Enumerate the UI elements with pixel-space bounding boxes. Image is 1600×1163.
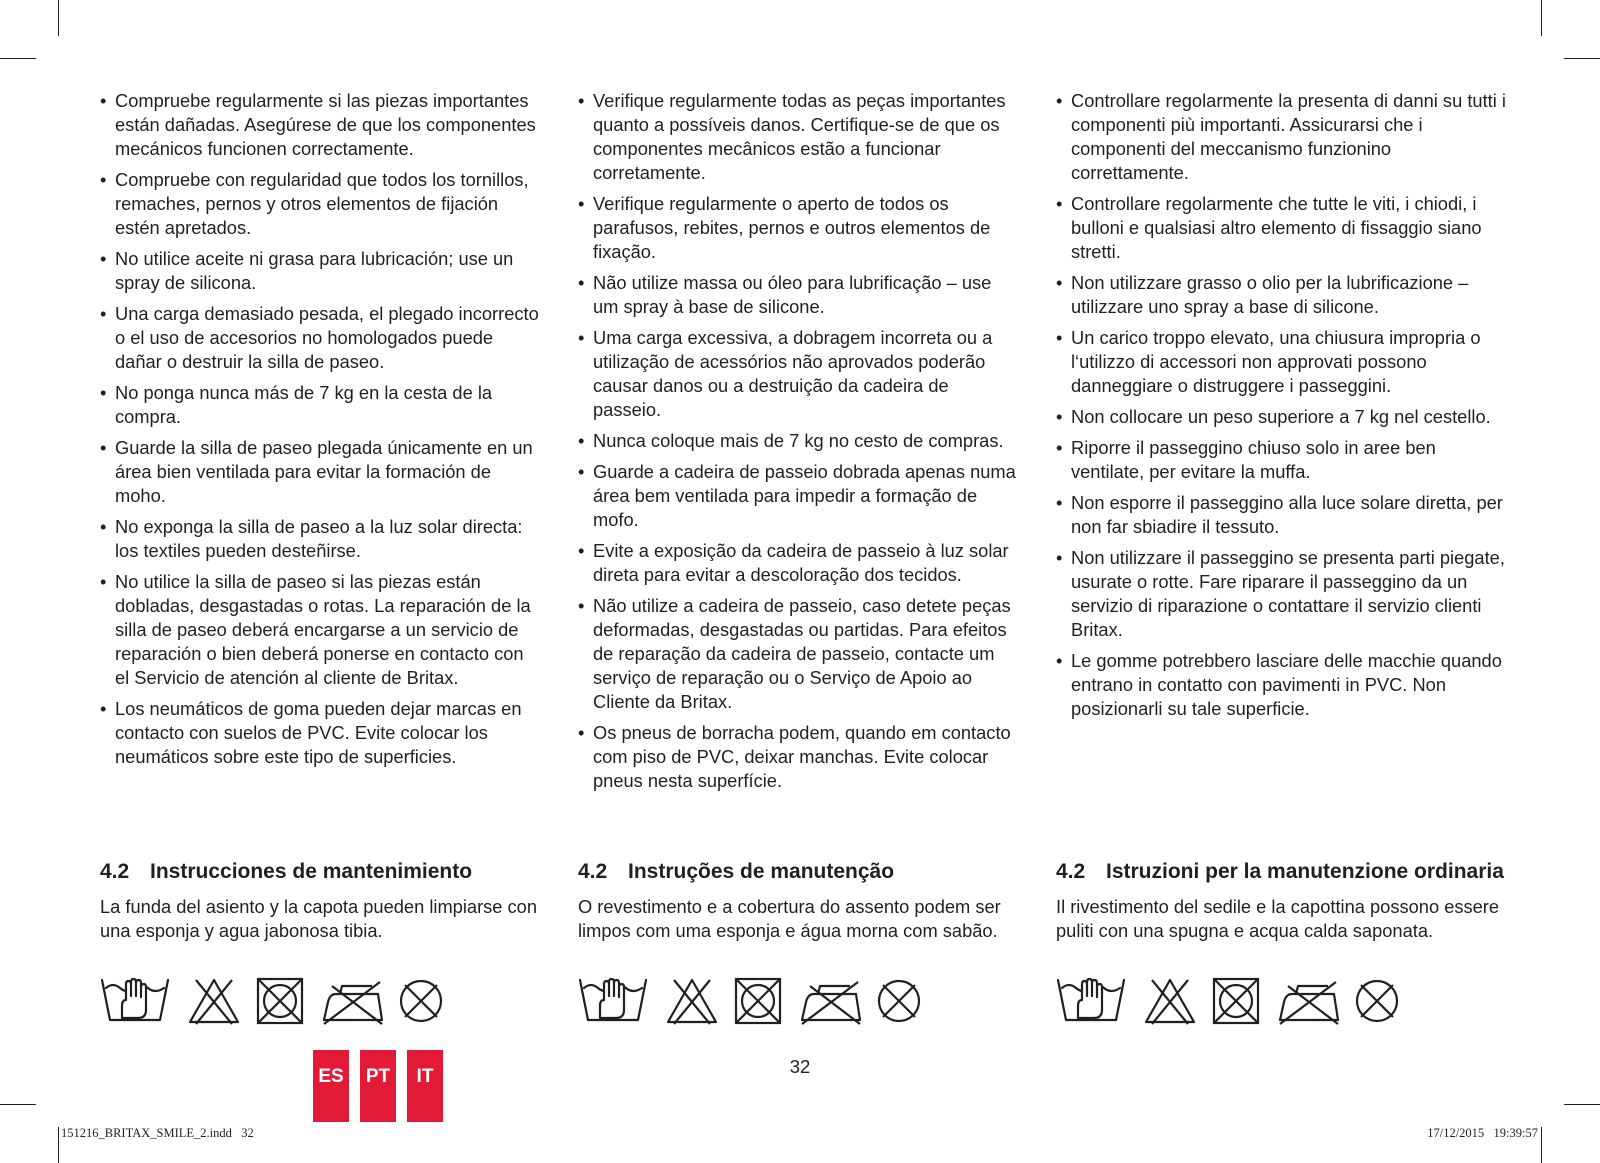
bullet-item: • Riporre il passeggino chiuso solo in aree ben ventilate, per evitare la muffa. (1056, 436, 1506, 484)
crop-mark (0, 58, 36, 59)
bullet-item: • Verifique regularmente o aperto de todos os parafusos, rebites, pernos e outros elementos de fixação. (578, 192, 1020, 264)
language-tab-pt: PT (360, 1050, 396, 1122)
column-portuguese (578, 89, 1020, 800)
section-number: 4.2 (100, 860, 130, 883)
bullet-item: • Uma carga excessiva, a dobragem incorreta ou a utilização de acessórios não aprovados poderão causar danos ou a destruição da cadeira de passeio. (578, 326, 1020, 422)
bullet-item: • Le gomme potrebbero lasciare delle macchie quando entrano in contatto con pavimenti in PVC. Non posizionarli su tale superficie. (1056, 649, 1506, 721)
section-body: O revestimento e a cobertura do assento podem ser limpos com uma esponja e água morna com sabão. (578, 896, 1001, 941)
section-body: Il rivestimento del sedile e la capottina possono essere puliti con una spugna e acqua calda saponata. (1056, 896, 1500, 941)
bullet-item: • Compruebe con regularidad que todos los tornillos, remaches, pernos y otros elementos de fijación estén apretados. (100, 168, 542, 240)
bullet-item: • No ponga nunca más de 7 kg en la cesta de la compra. (100, 381, 542, 429)
bullet-item: • No utilice aceite ni grasa para lubricación; use un spray de silicona. (100, 247, 542, 295)
bullet-item: • No utilice la silla de paseo si las piezas están dobladas, desgastadas o rotas. La reparación de la silla de paseo deberá encargarse a un servicio de reparación o bien deberá ponerse en contacto con el Servicio de atención al cliente de Britax. (100, 570, 542, 690)
bullet-item: • Compruebe regularmente si las piezas importantes están dañadas. Asegúrese de que los componentes mecánicos funcionen correctamente. (100, 89, 542, 161)
bullet-item: • No exponga la silla de paseo a la luz solar directa: los textiles pueden desteñirse. (100, 515, 542, 563)
crop-mark (1564, 58, 1600, 59)
section-heading (100, 858, 542, 886)
section-body: La funda del asiento y la capota pueden limpiarse con una esponja y agua jabonosa tibia. (100, 896, 538, 941)
bullet-item: • Un carico troppo elevato, una chiusura impropria o l‘utilizzo di accessori non approvati possono danneggiare o distruggere i passeggini. (1056, 326, 1506, 398)
section-number: 4.2 (578, 860, 608, 883)
print-slug-timestamp: 17/12/2015 19:39:57 (1427, 1126, 1538, 1140)
section-title: Istruzioni per la manutenzione ordinaria (1106, 860, 1504, 883)
crop-mark (1541, 0, 1542, 36)
crop-mark (58, 0, 59, 36)
crop-mark (0, 1104, 36, 1105)
maintenance-section-spanish (100, 858, 542, 943)
bullet-item: • Non collocare un peso superiore a 7 kg nel cestello. (1056, 405, 1506, 429)
bullet-item: • Evite a exposição da cadeira de passeio à luz solar direta para evitar a descoloração dos tecidos. (578, 539, 1020, 587)
bullet-item: • Guarde la silla de paseo plegada únicamente en un área bien ventilada para evitar la formación de moho. (100, 436, 542, 508)
crop-mark (58, 1127, 59, 1163)
maintenance-section-portuguese (578, 858, 1020, 943)
bullet-item: • Los neumáticos de goma pueden dejar marcas en contacto con suelos de PVC. Evite colocar los neumáticos sobre este tipo de superficies. (100, 697, 542, 769)
bullet-item: • Controllare regolarmente la presenta di danni su tutti i componenti più importanti. Assicurarsi che i componenti del meccanismo funzionino correttamente. (1056, 89, 1506, 185)
column-italian (1056, 89, 1506, 728)
maintenance-section-italian (1056, 858, 1506, 943)
bullet-item: • Controllare regolarmente che tutte le viti, i chiodi, i bulloni e qualsiasi altro elemento di fissaggio siano stretti. (1056, 192, 1506, 264)
bullet-item: • Não utilize massa ou óleo para lubrificação – use um spray à base de silicone. (578, 271, 1020, 319)
section-title: Instrucciones de mantenimiento (150, 860, 473, 883)
page-number: 32 (789, 1056, 811, 1077)
safety-bullet-list (100, 89, 542, 769)
bullet-item: • Non utilizzare il passeggino se presenta parti piegate, usurate o rotte. Fare riparare il passeggino da un servizio di riparazione o contattare il servizio clienti Britax. (1056, 546, 1506, 642)
safety-bullet-list (578, 89, 1020, 793)
bullet-item: • Verifique regularmente todas as peças importantes quanto a possíveis danos. Certifique-se de que os componentes mecânicos estão a funcionar corretamente. (578, 89, 1020, 185)
bullet-item: • Nunca coloque mais de 7 kg no cesto de compras. (578, 429, 1020, 453)
language-tab-es: ES (313, 1050, 349, 1122)
crop-mark (1564, 1104, 1600, 1105)
bullet-item: • Una carga demasiado pesada, el plegado incorrecto o el uso de accesorios no homologados puede dañar o destruir la silla de paseo. (100, 302, 542, 374)
section-title: Instruções de manutenção (628, 860, 895, 883)
bullet-item: • Os pneus de borracha podem, quando em contacto com piso de PVC, deixar manchas. Evite colocar pneus nesta superfície. (578, 721, 1020, 793)
bullet-item: • Non utilizzare grasso o olio per la lubrificazione – utilizzare uno spray a base di silicone. (1056, 271, 1506, 319)
column-spanish (100, 89, 542, 776)
bullet-item: • Non esporre il passeggino alla luce solare diretta, per non far sbiadire il tessuto. (1056, 491, 1506, 539)
bullet-item: • Guarde a cadeira de passeio dobrada apenas numa área bem ventilada para impedir a formação de mofo. (578, 460, 1020, 532)
section-heading (578, 858, 1020, 886)
language-tab-it: IT (407, 1050, 443, 1122)
print-slug-file: 151216_BRITAX_SMILE_2.indd 32 (61, 1126, 254, 1140)
section-heading (1056, 858, 1506, 886)
section-number: 4.2 (1056, 860, 1086, 883)
safety-bullet-list (1056, 89, 1506, 721)
crop-mark (1541, 1127, 1542, 1163)
bullet-item: • Não utilize a cadeira de passeio, caso detete peças deformadas, desgastadas ou partidas. Para efeitos de reparação da cadeira de passeio, contacte um serviço de reparação ou o Serviço de Apoio ao Cliente da Britax. (578, 594, 1020, 714)
